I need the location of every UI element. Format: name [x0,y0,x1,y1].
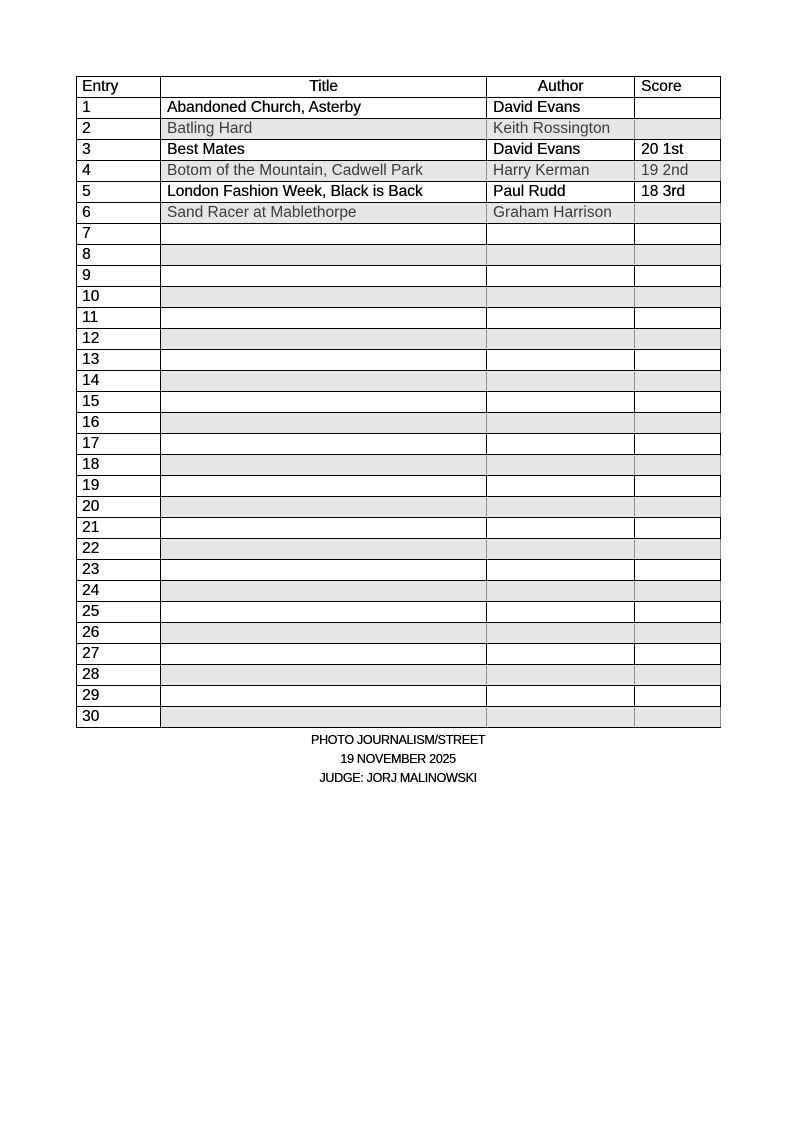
title-cell [161,287,487,308]
score-cell [635,539,721,560]
results-body [77,98,721,728]
title-cell [161,413,487,434]
table-row [77,560,721,581]
entry-cell: 11 [77,308,161,329]
title-cell [161,665,487,686]
author-cell [487,371,635,392]
table-row [77,497,721,518]
title-cell: Abandoned Church, Asterby [161,98,487,119]
table-row [77,182,721,203]
title-cell [161,371,487,392]
title-cell [161,266,487,287]
table-row [77,455,721,476]
author-cell [487,434,635,455]
score-cell [635,413,721,434]
entry-cell: 23 [77,560,161,581]
title-cell: Best Mates [161,140,487,161]
entry-cell: 21 [77,518,161,539]
score-cell [635,497,721,518]
author-cell: David Evans [487,98,635,119]
author-cell [487,602,635,623]
title-cell [161,623,487,644]
table-row [77,161,721,182]
score-cell [635,350,721,371]
author-cell [487,707,635,728]
title-cell [161,329,487,350]
title-cell [161,476,487,497]
author-cell [487,350,635,371]
entry-cell: 26 [77,623,161,644]
entry-cell: 29 [77,686,161,707]
entry-cell: 16 [77,413,161,434]
entry-cell: 12 [77,329,161,350]
score-cell [635,665,721,686]
score-cell [635,224,721,245]
results-table [76,76,721,728]
score-cell [635,518,721,539]
title-cell [161,539,487,560]
author-cell [487,644,635,665]
table-row [77,245,721,266]
score-cell [635,266,721,287]
title-cell: Sand Racer at Mablethorpe [161,203,487,224]
entry-cell: 6 [77,203,161,224]
header-entry: Entry [77,77,161,98]
table-row [77,140,721,161]
author-cell [487,329,635,350]
entry-cell: 5 [77,182,161,203]
score-cell [635,602,721,623]
table-row [77,203,721,224]
author-cell: Paul Rudd [487,182,635,203]
score-cell [635,644,721,665]
entry-cell: 20 [77,497,161,518]
table-row [77,476,721,497]
table-row [77,623,721,644]
author-cell [487,224,635,245]
table-row [77,518,721,539]
entry-cell: 22 [77,539,161,560]
title-cell [161,581,487,602]
author-cell [487,497,635,518]
score-cell [635,245,721,266]
author-cell [487,560,635,581]
date-label: 19 NOVEMBER 2025 [340,752,456,766]
header-title: Title [161,77,487,98]
title-cell: Batling Hard [161,119,487,140]
title-cell [161,497,487,518]
table-row [77,119,721,140]
table-row [77,707,721,728]
entry-cell: 9 [77,266,161,287]
author-cell [487,686,635,707]
table-row [77,434,721,455]
title-cell [161,350,487,371]
author-cell [487,665,635,686]
title-cell [161,308,487,329]
entry-cell: 18 [77,455,161,476]
entry-cell: 7 [77,224,161,245]
score-cell [635,581,721,602]
entry-cell: 24 [77,581,161,602]
entry-cell: 2 [77,119,161,140]
judge-label: JUDGE: JORJ MALINOWSKI [319,771,477,785]
score-cell: 20 1st [635,140,721,161]
author-cell: David Evans [487,140,635,161]
entry-cell: 3 [77,140,161,161]
author-cell [487,623,635,644]
entry-cell: 8 [77,245,161,266]
score-cell [635,623,721,644]
table-row [77,539,721,560]
entry-cell: 14 [77,371,161,392]
author-cell [487,581,635,602]
competition-footer [76,731,720,788]
entry-cell: 1 [77,98,161,119]
score-cell [635,287,721,308]
header-author: Author [487,77,635,98]
author-cell: Graham Harrison [487,203,635,224]
author-cell [487,266,635,287]
table-row [77,329,721,350]
score-cell [635,203,721,224]
header-score: Score [635,77,721,98]
entry-cell: 30 [77,707,161,728]
title-cell [161,602,487,623]
score-cell [635,434,721,455]
title-cell: Botom of the Mountain, Cadwell Park [161,161,487,182]
author-cell [487,518,635,539]
title-cell [161,686,487,707]
category-label: PHOTO JOURNALISM/STREET [310,733,486,747]
title-cell [161,707,487,728]
author-cell [487,287,635,308]
score-cell: 19 2nd [635,161,721,182]
table-row [77,686,721,707]
table-row [77,602,721,623]
score-cell [635,98,721,119]
entry-cell: 15 [77,392,161,413]
score-cell [635,371,721,392]
author-cell: Harry Kerman [487,161,635,182]
score-cell [635,476,721,497]
entry-cell: 27 [77,644,161,665]
table-row [77,665,721,686]
score-cell [635,560,721,581]
table-row [77,98,721,119]
score-cell: 18 3rd [635,182,721,203]
table-row [77,308,721,329]
score-cell [635,329,721,350]
title-cell [161,224,487,245]
table-row [77,413,721,434]
entry-cell: 10 [77,287,161,308]
title-cell [161,392,487,413]
title-cell [161,560,487,581]
entry-cell: 13 [77,350,161,371]
author-cell [487,308,635,329]
table-row [77,287,721,308]
author-cell [487,245,635,266]
table-row [77,266,721,287]
author-cell [487,539,635,560]
title-cell: London Fashion Week, Black is Back [161,182,487,203]
title-cell [161,518,487,539]
header-row [77,77,721,98]
score-cell [635,308,721,329]
entry-cell: 25 [77,602,161,623]
entry-cell: 28 [77,665,161,686]
table-row [77,224,721,245]
score-cell [635,455,721,476]
author-cell [487,455,635,476]
title-cell [161,434,487,455]
table-row [77,392,721,413]
score-cell [635,707,721,728]
entry-cell: 17 [77,434,161,455]
table-row [77,644,721,665]
entry-cell: 4 [77,161,161,182]
score-cell [635,119,721,140]
author-cell: Keith Rossington [487,119,635,140]
title-cell [161,245,487,266]
score-cell [635,392,721,413]
author-cell [487,413,635,434]
table-row [77,371,721,392]
author-cell [487,476,635,497]
table-row [77,350,721,371]
score-cell [635,686,721,707]
table-row [77,581,721,602]
entry-cell: 19 [77,476,161,497]
results-sheet [76,76,720,788]
author-cell [487,392,635,413]
title-cell [161,455,487,476]
title-cell [161,644,487,665]
